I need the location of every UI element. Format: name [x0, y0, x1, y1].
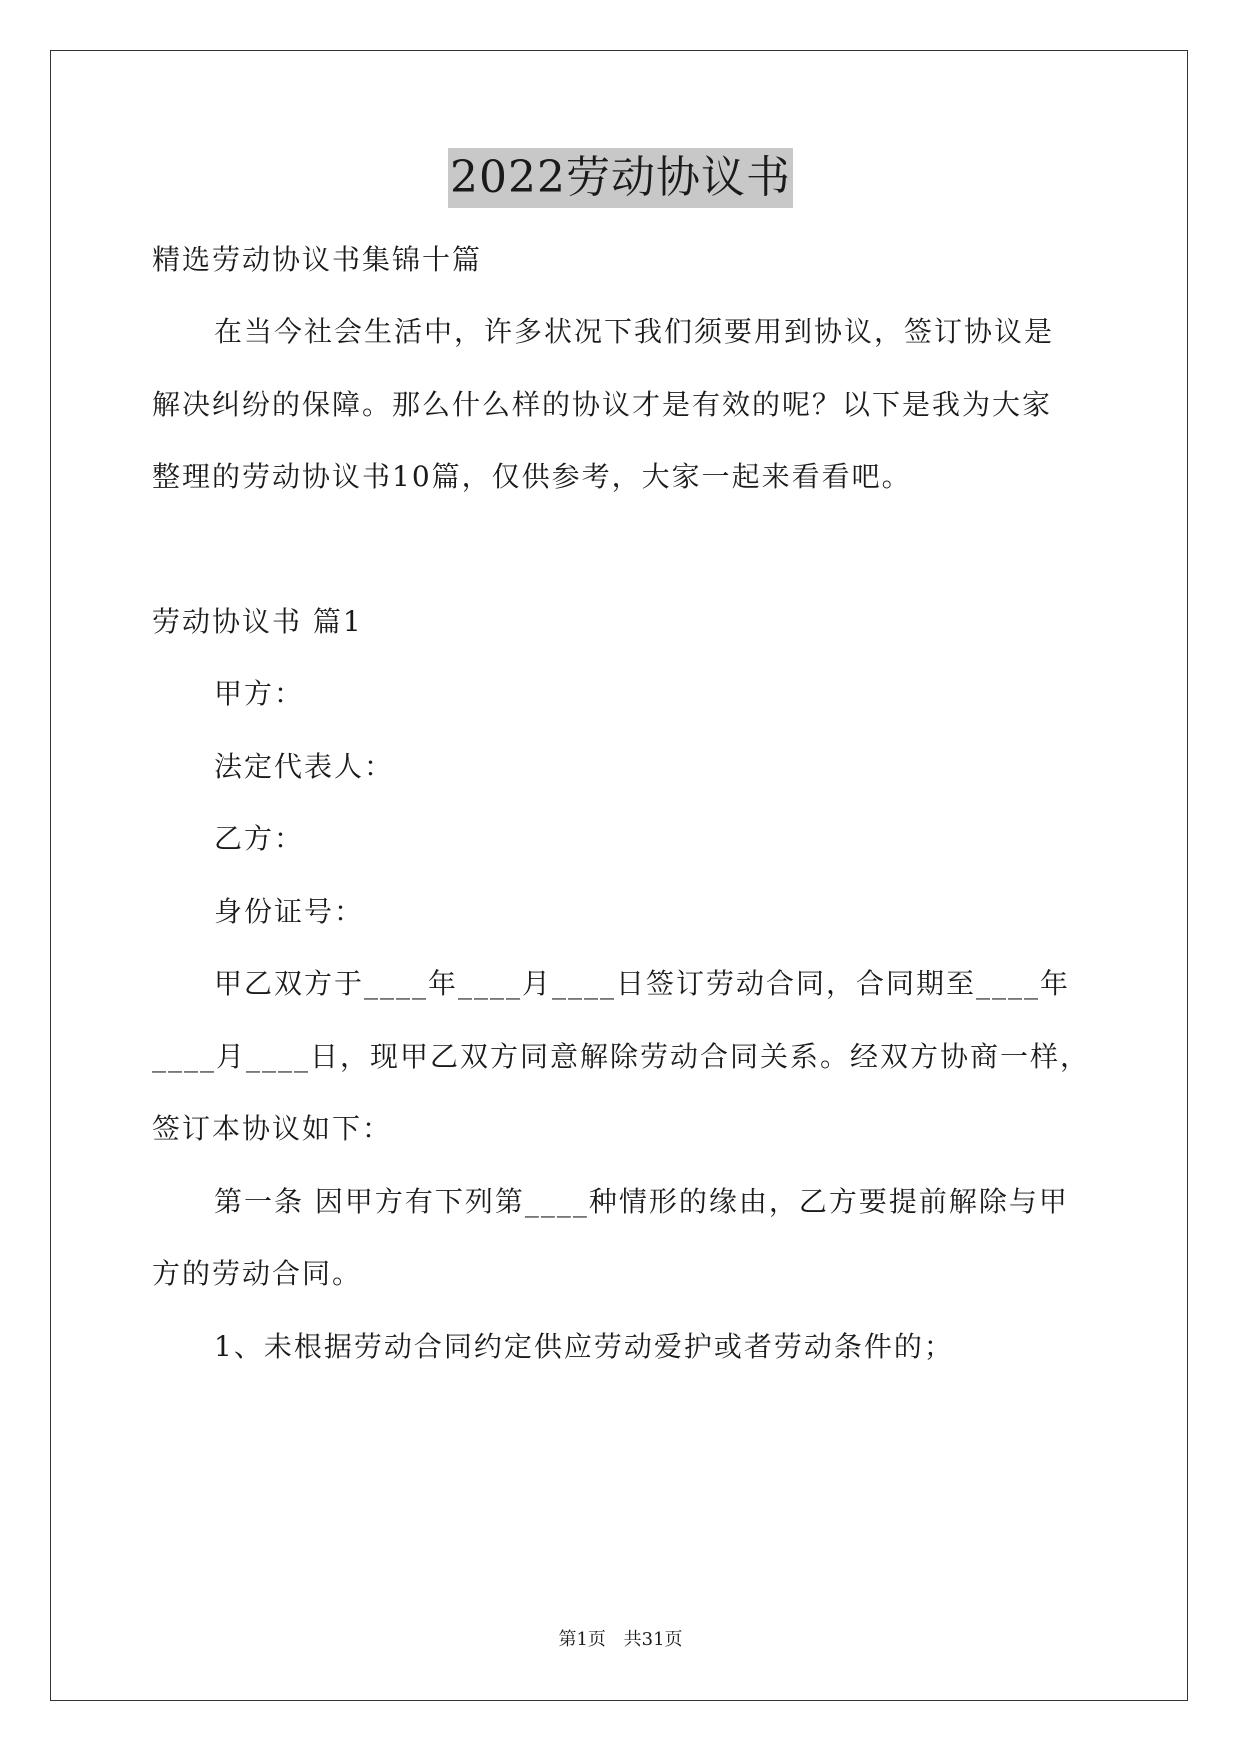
body-line-6: 1、未根据劳动合同约定供应劳动爱护或者劳动条件的； — [214, 1330, 954, 1363]
subtitle: 精选劳动协议书集锦十篇 — [152, 243, 483, 276]
body-line-3: 签订本协议如下： — [152, 1112, 393, 1145]
page-total: 共31页 — [623, 1629, 683, 1650]
intro-line-3: 整理的劳动协议书10篇，仅供参考，大家一起来看看吧。 — [152, 460, 912, 493]
body-line-5: 方的劳动合同。 — [152, 1257, 363, 1290]
body-line-1: 甲乙双方于____年____月____日签订劳动合同，合同期至____年 — [214, 967, 1071, 1000]
intro-line-1: 在当今社会生活中，许多状况下我们须要用到协议，签订协议是 — [214, 315, 1055, 348]
section-heading: 劳动协议书 篇1 — [152, 605, 363, 638]
body-line-2: ____月____日，现甲乙双方同意解除劳动合同关系。经双方协商一样， — [152, 1040, 1091, 1073]
page-border — [50, 50, 1188, 1701]
document-title: 2022劳动协议书 — [448, 148, 793, 208]
party-b-field: 乙方： — [214, 822, 305, 855]
page-footer — [0, 1628, 1241, 1652]
id-number-field: 身份证号： — [214, 895, 365, 928]
body-line-4: 第一条 因甲方有下列第____种情形的缘由，乙方要提前解除与甲 — [214, 1185, 1069, 1218]
intro-line-2: 解决纠纷的保障。那么什么样的协议才是有效的呢？以下是我为大家 — [152, 388, 1053, 421]
page-number: 第1页 — [558, 1629, 606, 1650]
party-a-field: 甲方： — [214, 677, 305, 710]
legal-rep-field: 法定代表人： — [214, 750, 395, 783]
title-container — [0, 148, 1241, 208]
